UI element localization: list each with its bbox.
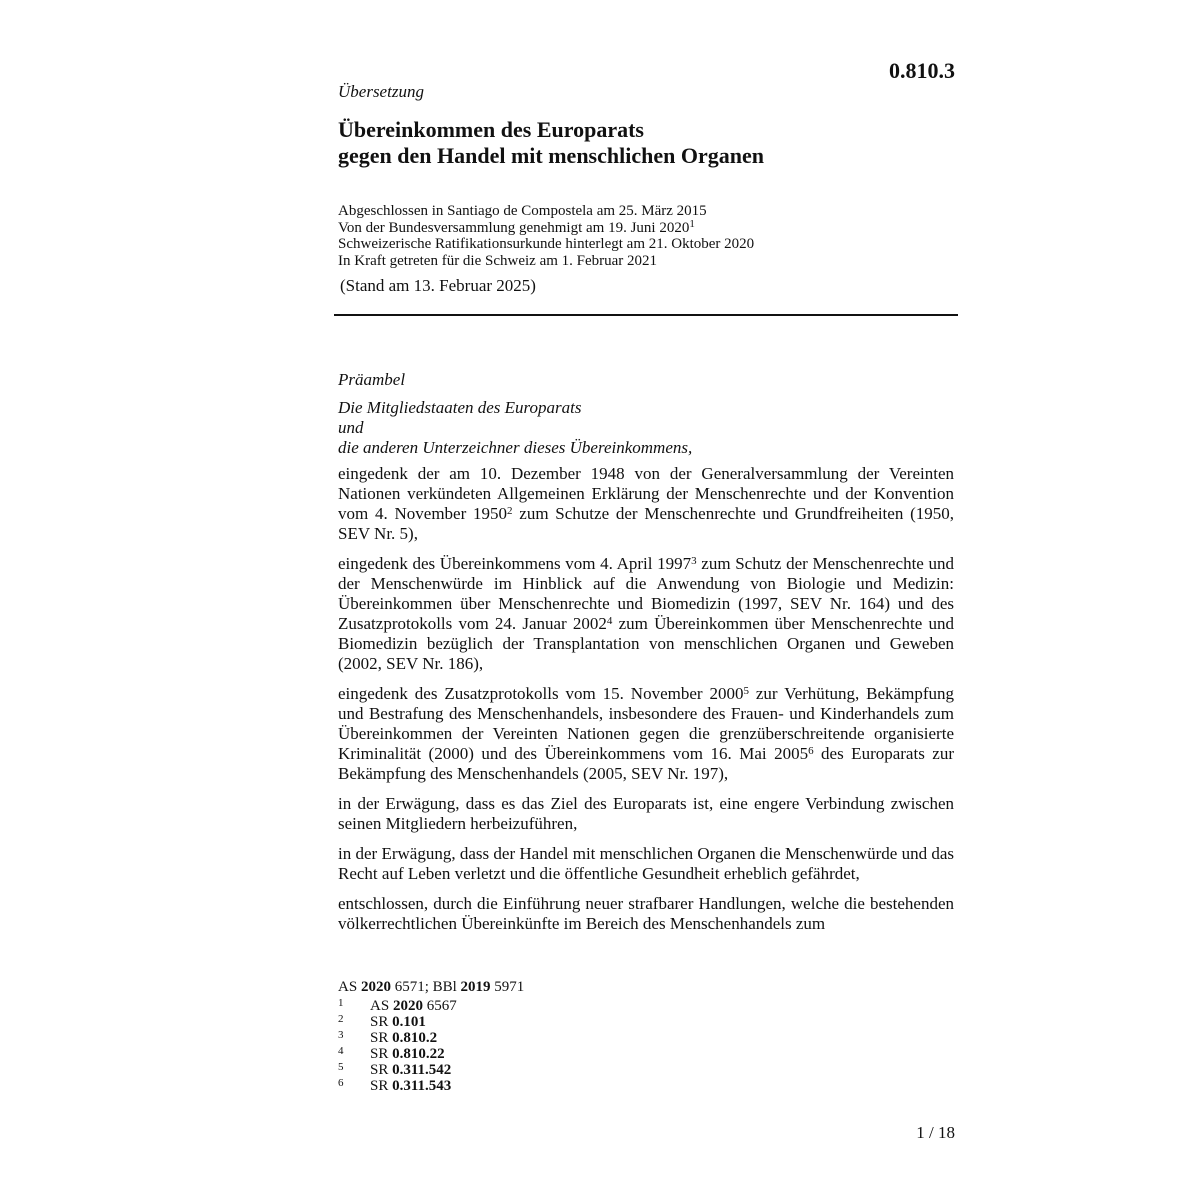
- footnote-item: 4 SR 0.810.22: [338, 1045, 445, 1062]
- preamble-paragraph: entschlossen, durch die Einführung neuer strafbarer Handlungen, welche die bestehenden völkerrechtlichen Übereinkünfte im Bereich des Menschenhandels zum: [338, 894, 954, 933]
- footnote-item: 1 AS 2020 6567: [338, 997, 457, 1014]
- contracting-parties: [338, 398, 954, 458]
- meta-concluded: Abgeschlossen in Santiago de Compostela am 25. März 2015: [338, 203, 707, 219]
- status-date: (Stand am 13. Februar 2025): [340, 276, 536, 295]
- parties-line: Die Mitgliedstaaten des Europarats: [338, 398, 582, 417]
- footnote-item: 3 SR 0.810.2: [338, 1029, 438, 1046]
- meta-ratification: Schweizerische Ratifikationsurkunde hinterlegt am 21. Oktober 2020: [338, 236, 755, 252]
- document-title-line-1: Übereinkommen des Europarats: [338, 117, 644, 142]
- preamble-title: Präambel: [338, 370, 406, 389]
- header-divider: [334, 314, 958, 316]
- parties-line: die anderen Unterzeichner dieses Übereinkommens,: [338, 438, 693, 457]
- footnote-ref[interactable]: 5: [743, 685, 749, 697]
- footnote-ref[interactable]: 2: [507, 505, 513, 517]
- footnote-ref[interactable]: 1: [689, 217, 695, 230]
- footnote-ref[interactable]: 4: [606, 615, 613, 627]
- enactment-metadata: [338, 203, 754, 269]
- meta-approved: Von der Bundesversammlung genehmigt am 19. Juni 2020$^1$: [338, 217, 695, 236]
- page-counter: 1 / 18: [916, 1123, 955, 1142]
- document-title-line-2: gegen den Handel mit menschlichen Organen: [338, 143, 764, 168]
- official-source-reference: AS 2020 6571; BBl 2019 5971: [338, 979, 525, 995]
- footnotes: [338, 978, 524, 1094]
- preamble-paragraph: eingedenk des Übereinkommens vom 4. April 1997$^3$ zum Schutz der Menschenrechte und der Menschenwürde im Hinblick auf die Anwendung von Biologie und Medizin: Übereinkommen über Menschenrechte und Biomedizin (1997, SEV Nr. 164) und des Zusatzprotokolls vom 24. Januar 2002$^4$ zum Übereinkommen über Menschenrechte und Biomedizin bezüglich der Transplantation von menschlichen Organen und Geweben (2002, SEV Nr. 186),: [338, 554, 955, 673]
- preamble-section: [338, 370, 954, 944]
- parties-line: und: [338, 418, 364, 437]
- footnote-item: 6 SR 0.311.543: [338, 1077, 452, 1094]
- meta-in-force: In Kraft getreten für die Schweiz am 1. Februar 2021: [338, 252, 658, 269]
- sr-number: 0.810.3: [889, 58, 955, 83]
- preamble-paragraph: eingedenk des Zusatzprotokolls vom 15. November 2000$^5$ zur Verhütung, Bekämpfung und Bestrafung des Menschenhandels, insbesondere des Frauen- und Kinderhandels zum Übereinkommen der Vereinten Nationen gegen die grenzüberschreitende organisierte Kriminalität (2000) und des Übereinkommens vom 16. Mai 2005$^6$ des Europarats zur Bekämpfung des Menschenhandels (2005, SEV Nr. 197),: [338, 684, 954, 783]
- preamble-paragraph: eingedenk der am 10. Dezember 1948 von der Generalversammlung der Vereinten Nationen verkündeten Allgemeinen Erklärung der Menschenrechte und der Konvention vom 4. November 1950$^2$ zum Schutze der Menschenrechte und Grundfreiheiten (1950, SEV Nr. 5),: [338, 464, 954, 543]
- footnote-ref[interactable]: 6: [808, 745, 814, 757]
- document-title: [338, 117, 764, 169]
- translation-label: Übersetzung: [338, 82, 424, 101]
- preamble-paragraph: in der Erwägung, dass der Handel mit menschlichen Organen die Menschenwürde und das Recht auf Leben verletzt und die öffentliche Gesundheit erheblich gefährdet,: [338, 844, 954, 883]
- footnote-item: 2 SR 0.101: [338, 1013, 426, 1030]
- footnote-ref[interactable]: 3: [691, 555, 697, 567]
- preamble-paragraph: in der Erwägung, dass es das Ziel des Europarats ist, eine engere Verbindung zwischen seinen Mitgliedern herbeizuführen,: [338, 794, 954, 833]
- footnote-item: 5 SR 0.311.542: [338, 1061, 452, 1078]
